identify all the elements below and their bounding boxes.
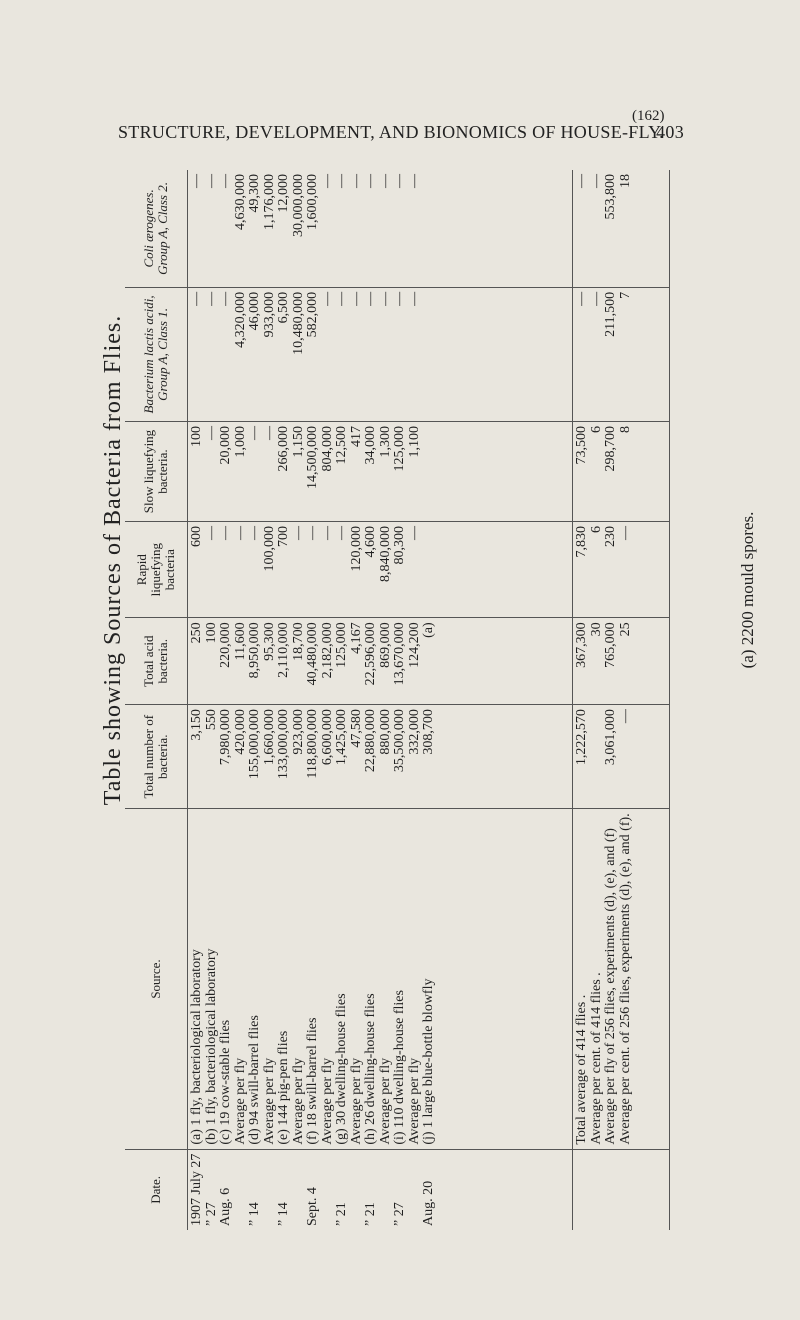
row-11-rapid: 120,000 bbox=[348, 526, 364, 572]
bacteria-sources-table bbox=[125, 170, 670, 1230]
total-column bbox=[188, 705, 573, 809]
row-9-lactis: — bbox=[319, 291, 335, 306]
header-acid: Total acid bacteria. bbox=[125, 618, 188, 705]
row-3-lactis: 4,320,000 bbox=[232, 291, 248, 348]
header-slow: Slow liquefying bacteria. bbox=[125, 422, 188, 522]
row-0-source: (a) 1 fly, bacteriological laboratory bbox=[189, 949, 204, 1145]
row-5-acid: 95,300 bbox=[261, 622, 277, 661]
row-8-acid: 40,480,000 bbox=[305, 622, 320, 686]
row-13-lactis: — bbox=[377, 291, 393, 306]
row-0-date: 1907 July 27 bbox=[189, 1153, 204, 1226]
row-2-slow: 20,000 bbox=[218, 426, 233, 465]
summary-total-column bbox=[573, 705, 670, 809]
summary-acid-column bbox=[573, 618, 670, 705]
row-8-date: Sept. 4 bbox=[305, 1187, 320, 1226]
row-12-rapid: 4,600 bbox=[363, 526, 378, 558]
summary-3-slow: 8 bbox=[617, 426, 633, 434]
table-title: Table showing Sources of Bacteria from Flies. bbox=[100, 314, 126, 806]
row-13-coli: — bbox=[377, 174, 393, 188]
row-10-coli: — bbox=[334, 174, 349, 188]
folio-number: 403 bbox=[656, 122, 684, 142]
row-3-rapid: — bbox=[232, 526, 248, 541]
row-13-rapid: 8,840,000 bbox=[377, 526, 393, 583]
row-16-acid: (a) bbox=[421, 622, 436, 638]
row-9-date bbox=[321, 1154, 336, 1226]
summary-coli-column bbox=[573, 170, 670, 287]
row-5-date bbox=[263, 1154, 278, 1226]
row-2-acid: 220,000 bbox=[218, 622, 233, 668]
row-12-slow: 34,000 bbox=[363, 426, 378, 465]
row-11-date bbox=[350, 1154, 365, 1226]
row-0-rapid: 600 bbox=[189, 526, 204, 548]
row-7-coli: 30,000,000 bbox=[290, 174, 306, 237]
row-3-total: 420,000 bbox=[232, 709, 248, 755]
row-3-acid: 11,600 bbox=[232, 622, 248, 661]
row-2-lactis: — bbox=[218, 291, 233, 306]
row-11-lactis: — bbox=[348, 291, 364, 306]
row-7-slow: 1,150 bbox=[290, 426, 306, 458]
row-4-source: (d) 94 swill-barrel flies bbox=[247, 1015, 262, 1145]
row-11-slow: 417 bbox=[348, 426, 364, 448]
summary-1-total bbox=[590, 709, 605, 804]
row-7-rapid: — bbox=[290, 526, 306, 541]
row-16-rapid bbox=[422, 526, 437, 613]
row-8-source: (f) 18 swill-barrel flies bbox=[305, 1017, 320, 1145]
summary-0-lactis: — bbox=[574, 291, 590, 306]
row-14-total: 35,500,000 bbox=[392, 709, 407, 773]
row-1-lactis: — bbox=[203, 291, 219, 306]
row-1-total: 550 bbox=[203, 709, 219, 731]
coli-column bbox=[188, 170, 573, 287]
summary-3-label: Average per cent. of 256 flies, experiments (d), (e), and (f). bbox=[617, 813, 633, 1145]
row-3-slow: 1,000 bbox=[232, 426, 248, 458]
row-9-source: Average per fly bbox=[319, 1057, 335, 1145]
row-14-slow: 125,000 bbox=[392, 426, 407, 472]
row-14-date: ” 27 bbox=[392, 1202, 407, 1226]
row-15-coli: — bbox=[406, 174, 422, 188]
row-16-coli bbox=[422, 174, 437, 283]
summary-3-coli: 18 bbox=[617, 174, 633, 188]
row-2-rapid: — bbox=[218, 526, 233, 541]
summary-0-slow: 73,500 bbox=[574, 426, 590, 465]
row-16-lactis bbox=[422, 292, 437, 417]
row-12-source: (h) 26 dwelling-house flies bbox=[363, 993, 378, 1145]
row-15-lactis: — bbox=[406, 291, 422, 306]
summary-2-rapid: 230 bbox=[603, 526, 619, 548]
slow-column bbox=[188, 422, 573, 522]
table-header-row bbox=[125, 170, 188, 1230]
summary-0-label: Total average of 414 flies . bbox=[574, 994, 590, 1145]
summary-3-rapid: — bbox=[617, 526, 633, 541]
row-13-source: Average per fly bbox=[377, 1057, 393, 1145]
row-1-acid: 100 bbox=[203, 622, 219, 644]
row-10-lactis: — bbox=[334, 291, 349, 306]
row-4-date: ” 14 bbox=[247, 1202, 262, 1226]
date-column bbox=[188, 1149, 573, 1230]
row-0-slow: 100 bbox=[189, 426, 204, 448]
row-13-acid: 869,000 bbox=[377, 622, 393, 668]
page-number: (162) bbox=[632, 108, 665, 124]
row-13-slow: 1,300 bbox=[377, 426, 393, 458]
row-13-date bbox=[379, 1154, 394, 1226]
row-10-slow: 12,500 bbox=[334, 426, 349, 465]
summary-0-rapid: 7,830 bbox=[574, 526, 590, 558]
row-10-acid: 125,000 bbox=[334, 622, 349, 668]
summary-1-rapid: 6 bbox=[588, 526, 604, 534]
summary-lactis-column bbox=[573, 287, 670, 421]
row-5-slow: — bbox=[261, 426, 277, 441]
rapid-column bbox=[188, 522, 573, 618]
row-8-coli: 1,600,000 bbox=[305, 174, 320, 230]
summary-1-label: Average per cent. of 414 flies . bbox=[588, 972, 604, 1145]
row-1-source: (b) 1 fly, bacteriological laboratory bbox=[203, 948, 219, 1145]
row-6-lactis: 6,500 bbox=[276, 291, 291, 324]
row-9-total: 6,600,000 bbox=[319, 709, 335, 766]
row-1-rapid: — bbox=[203, 526, 219, 541]
row-2-coli: — bbox=[218, 174, 233, 188]
row-7-date bbox=[292, 1154, 307, 1226]
row-5-coli: 1,176,000 bbox=[261, 174, 277, 230]
row-15-rapid: — bbox=[406, 526, 422, 541]
header-total: Total number of bacteria. bbox=[125, 705, 188, 809]
row-10-total: 1,425,000 bbox=[334, 709, 349, 766]
row-14-rapid: 80,300 bbox=[392, 526, 407, 565]
row-13-total: 880,000 bbox=[377, 709, 393, 755]
summary-3-lactis: 7 bbox=[617, 291, 633, 299]
row-14-acid: 13,670,000 bbox=[392, 622, 407, 686]
row-16-date: Aug. 20 bbox=[421, 1180, 436, 1226]
row-2-source: (c) 19 cow-stable flies bbox=[218, 1019, 233, 1145]
row-4-coli: 49,300 bbox=[247, 174, 262, 213]
row-15-slow: 1,100 bbox=[406, 426, 422, 458]
row-4-slow: — bbox=[247, 426, 262, 441]
running-head-title: STRUCTURE, DEVELOPMENT, AND BIONOMICS OF HOUSE-FLY. bbox=[118, 122, 664, 142]
row-16-source: (j) 1 large blue-bottle blowfly bbox=[421, 978, 436, 1145]
summary-0-total: 1,222,570 bbox=[574, 709, 590, 766]
row-14-coli: — bbox=[392, 174, 407, 188]
summary-2-lactis: 211,500 bbox=[603, 291, 619, 337]
row-8-rapid: — bbox=[305, 526, 320, 541]
row-7-lactis: 10,480,000 bbox=[290, 291, 306, 355]
summary-1-acid: 30 bbox=[588, 622, 604, 637]
row-5-rapid: 100,000 bbox=[261, 526, 277, 572]
row-1-coli: — bbox=[203, 174, 219, 188]
summary-2-coli: 553,800 bbox=[603, 174, 619, 220]
source-column bbox=[188, 809, 573, 1149]
row-10-source: (g) 30 dwelling-house flies bbox=[334, 993, 349, 1145]
row-12-total: 22,880,000 bbox=[363, 709, 378, 773]
row-6-coli: 12,000 bbox=[276, 174, 291, 213]
row-6-rapid: 700 bbox=[276, 526, 291, 548]
rotated-table-container bbox=[125, 170, 670, 1230]
row-5-lactis: 933,000 bbox=[261, 291, 277, 338]
row-4-acid: 8,950,000 bbox=[247, 622, 262, 679]
row-10-date: ” 21 bbox=[334, 1202, 349, 1226]
header-lactis: Bacterium lactis acidi, Group A, Class 1. bbox=[125, 287, 188, 421]
lactis-column bbox=[188, 287, 573, 421]
row-8-total: 118,800,000 bbox=[305, 709, 320, 779]
row-4-total: 155,000,000 bbox=[247, 709, 262, 780]
row-8-slow: 14,500,000 bbox=[305, 426, 320, 490]
summary-slow-column bbox=[573, 422, 670, 522]
summary-rapid-column bbox=[573, 522, 670, 618]
row-0-total: 3,150 bbox=[189, 709, 204, 741]
summary-2-total: 3,061,000 bbox=[603, 709, 619, 766]
row-11-coli: — bbox=[348, 174, 364, 188]
row-6-slow: 266,000 bbox=[276, 426, 291, 472]
row-9-coli: — bbox=[319, 174, 335, 188]
row-7-acid: 18,700 bbox=[290, 622, 306, 661]
row-3-coli: 4,630,000 bbox=[232, 174, 248, 230]
summary-1-slow: 6 bbox=[588, 426, 604, 434]
acid-column bbox=[188, 618, 573, 705]
row-7-total: 923,000 bbox=[290, 709, 306, 755]
row-0-coli: — bbox=[189, 174, 204, 188]
header-rapid: Rapid liquefying bacteria bbox=[125, 522, 188, 618]
summary-3-total: — bbox=[617, 709, 633, 724]
row-6-total: 133,000,000 bbox=[276, 709, 291, 780]
summary-2-acid: 765,000 bbox=[603, 622, 619, 668]
footnote: (a) 2200 mould spores. bbox=[738, 511, 757, 669]
row-1-date: ” 27 bbox=[203, 1202, 219, 1226]
header-date: Date. bbox=[125, 1149, 188, 1230]
row-2-date: Aug. 6 bbox=[218, 1187, 233, 1226]
row-10-rapid: — bbox=[334, 526, 349, 541]
row-3-date bbox=[234, 1154, 249, 1226]
row-14-lactis: — bbox=[392, 291, 407, 306]
row-6-acid: 2,110,000 bbox=[276, 622, 291, 678]
row-14-source: (i) 110 dwelling-house flies bbox=[392, 990, 407, 1145]
row-15-source: Average per fly bbox=[406, 1057, 422, 1145]
row-11-total: 47,580 bbox=[348, 709, 364, 748]
summary-label-column bbox=[573, 809, 670, 1149]
row-4-lactis: 46,000 bbox=[247, 291, 262, 331]
row-6-date: ” 14 bbox=[276, 1202, 291, 1226]
summary-0-coli: — bbox=[574, 174, 590, 188]
row-2-total: 7,980,000 bbox=[218, 709, 233, 766]
row-6-source: (e) 144 pig-pen flies bbox=[276, 1030, 291, 1145]
row-9-slow: 804,000 bbox=[319, 426, 335, 472]
row-8-lactis: 582,000 bbox=[305, 291, 320, 338]
summary-3-acid: 25 bbox=[617, 622, 633, 637]
row-4-rapid: — bbox=[247, 526, 262, 541]
row-12-lactis: — bbox=[363, 291, 378, 306]
running-head bbox=[118, 122, 684, 143]
table-body-row bbox=[188, 170, 573, 1230]
summary-0-acid: 367,300 bbox=[574, 622, 590, 668]
row-12-date: ” 21 bbox=[363, 1202, 378, 1226]
row-5-source: Average per fly bbox=[261, 1057, 277, 1145]
row-15-total: 332,000 bbox=[406, 709, 422, 755]
summary-1-lactis: — bbox=[588, 291, 604, 306]
row-11-source: Average per fly bbox=[348, 1057, 364, 1145]
row-5-total: 1,660,000 bbox=[261, 709, 277, 766]
row-0-lactis: — bbox=[189, 291, 204, 306]
header-coli: Coli ærogenes. Group A, Class 2. bbox=[125, 170, 188, 287]
summary-2-label: Average per fly of 256 flies, experiments (d), (e), and (f) bbox=[603, 828, 619, 1145]
row-9-acid: 2,182,000 bbox=[319, 622, 335, 679]
row-3-source: Average per fly bbox=[232, 1057, 248, 1145]
header-source: Source. bbox=[125, 809, 188, 1149]
row-11-acid: 4,167 bbox=[348, 622, 364, 654]
summary-1-coli: — bbox=[588, 174, 604, 188]
summary-date-cell bbox=[573, 1149, 670, 1230]
row-1-slow: — bbox=[203, 426, 219, 441]
row-16-slow bbox=[422, 426, 437, 517]
row-7-source: Average per fly bbox=[290, 1057, 306, 1145]
row-12-acid: 22,596,000 bbox=[363, 622, 378, 686]
row-15-acid: 124,200 bbox=[406, 622, 422, 668]
row-12-coli: — bbox=[363, 174, 378, 188]
summary-2-slow: 298,700 bbox=[603, 426, 619, 472]
summary-row bbox=[573, 170, 670, 1230]
row-16-total: 308,700 bbox=[421, 709, 436, 755]
row-9-rapid: — bbox=[319, 526, 335, 541]
row-15-date bbox=[408, 1154, 423, 1226]
row-0-acid: 250 bbox=[189, 622, 204, 644]
